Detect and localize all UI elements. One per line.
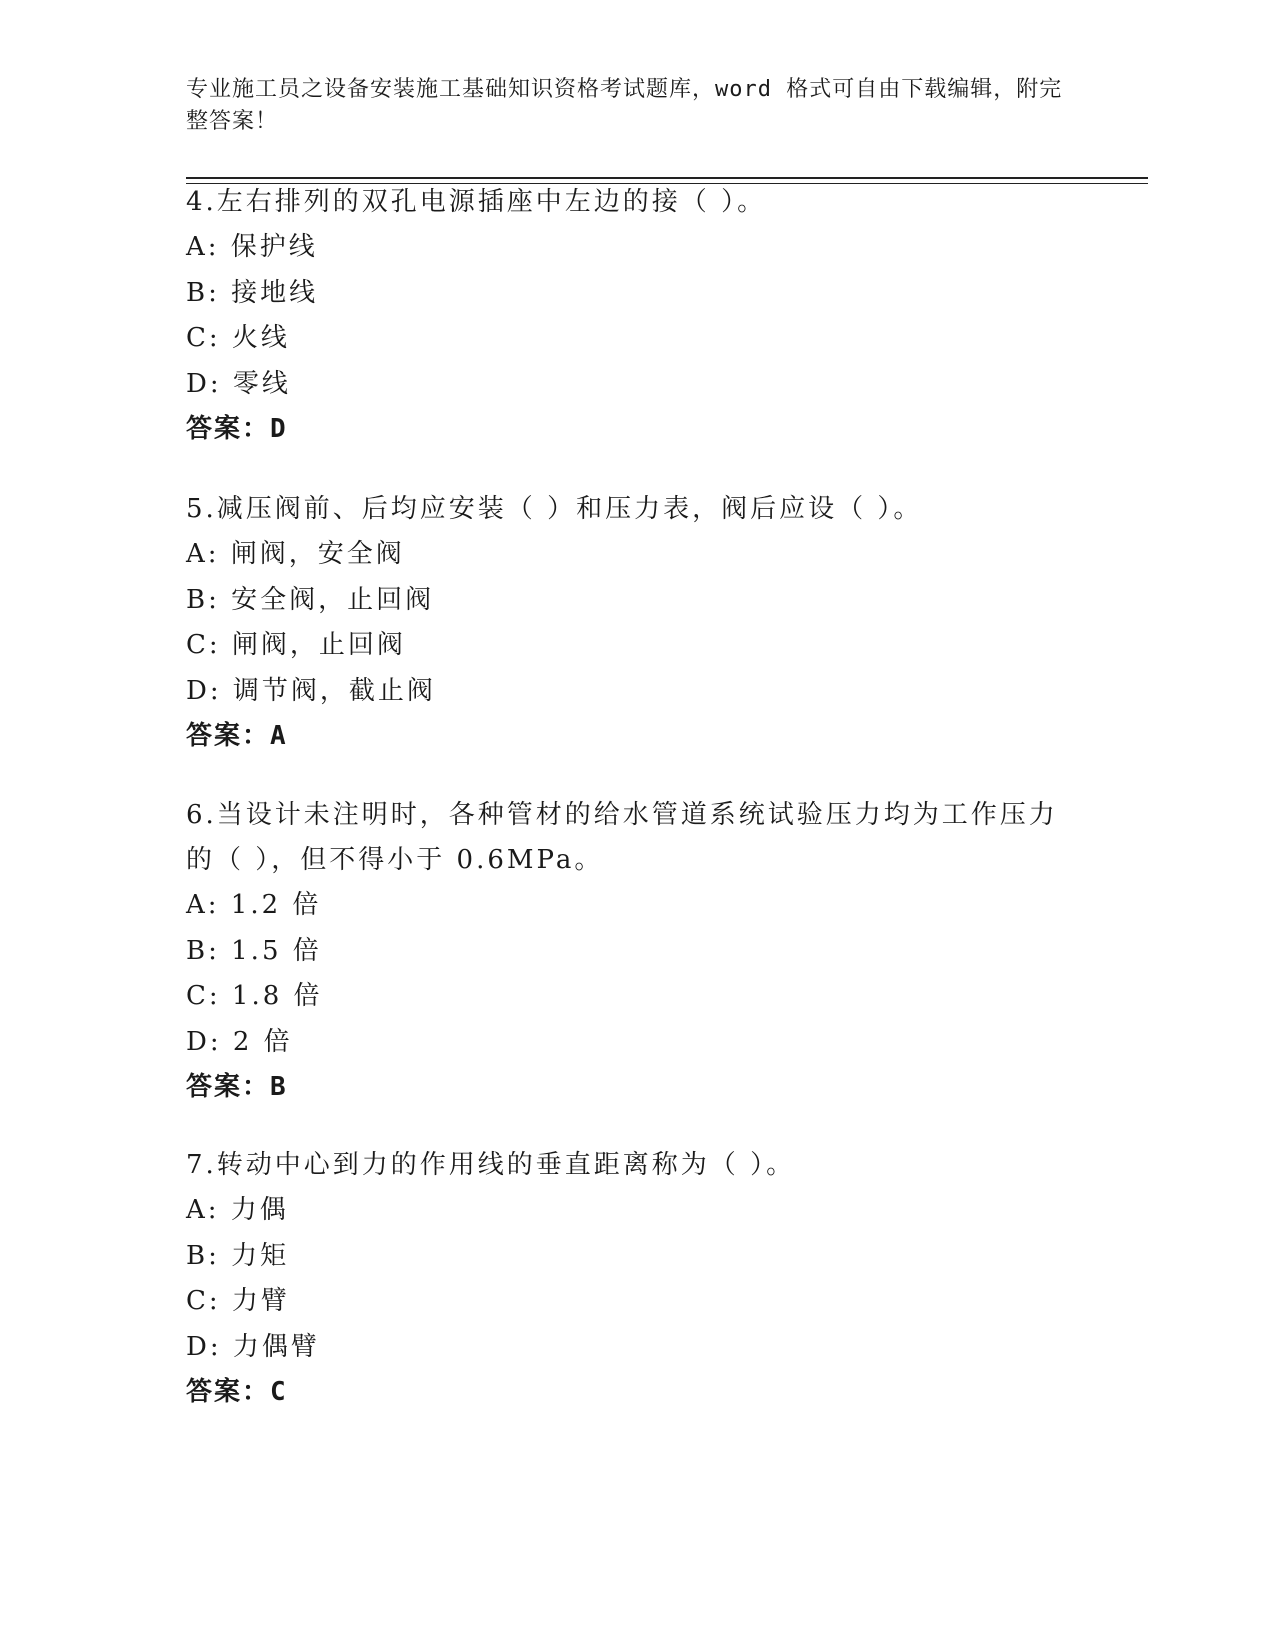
option-a: A: 1.2 倍 xyxy=(186,890,322,920)
option-a: A: 保护线 xyxy=(186,232,318,262)
option-b: B: 接地线 xyxy=(186,277,319,308)
question-block xyxy=(186,793,1086,1110)
question-block xyxy=(186,487,1086,759)
option-b: B: 1.5 倍 xyxy=(186,935,322,966)
question-stem: 7.转动中心到力的作用线的垂直距离称为（ ）。 xyxy=(186,1150,796,1180)
option-c: C: 火线 xyxy=(186,323,290,353)
question-block xyxy=(186,1143,1086,1415)
question-stem: 6.当设计未注明时，各种管材的给水管道系统试验压力均为工作压力的（ ），但不得小于 0.6MPa。 xyxy=(186,800,1058,875)
option-b: B: 力矩 xyxy=(186,1240,290,1271)
option-d: D: 2 倍 xyxy=(186,1026,293,1057)
question-block xyxy=(186,180,1086,452)
option-d: D: 零线 xyxy=(186,368,291,399)
option-d: D: 力偶臂 xyxy=(186,1331,320,1362)
option-a: A: 力偶 xyxy=(186,1195,289,1225)
question-stem: 4.左右排列的双孔电源插座中左边的接（ ）。 xyxy=(186,187,767,217)
question-stem: 5.减压阀前、后均应安装（ ）和压力表，阀后应设（ ）。 xyxy=(186,494,923,524)
option-c: C: 1.8 倍 xyxy=(186,981,323,1011)
option-c: C: 力臂 xyxy=(186,1286,290,1316)
answer-line: 答案：D xyxy=(186,414,288,444)
header-divider-thick xyxy=(186,177,1148,179)
option-c: C: 闸阀，止回阀 xyxy=(186,630,406,660)
answer-line: 答案：B xyxy=(186,1072,288,1102)
option-a: A: 闸阀，安全阀 xyxy=(186,539,405,569)
option-b: B: 安全阀，止回阀 xyxy=(186,584,435,615)
answer-line: 答案：C xyxy=(186,1377,288,1407)
option-d: D: 调节阀，截止阀 xyxy=(186,675,436,706)
answer-line: 答案：A xyxy=(186,721,288,751)
document-intro: 专业施工员之设备安装施工基础知识资格考试题库，word 格式可自由下载编辑，附完整答案！ xyxy=(186,77,1063,134)
